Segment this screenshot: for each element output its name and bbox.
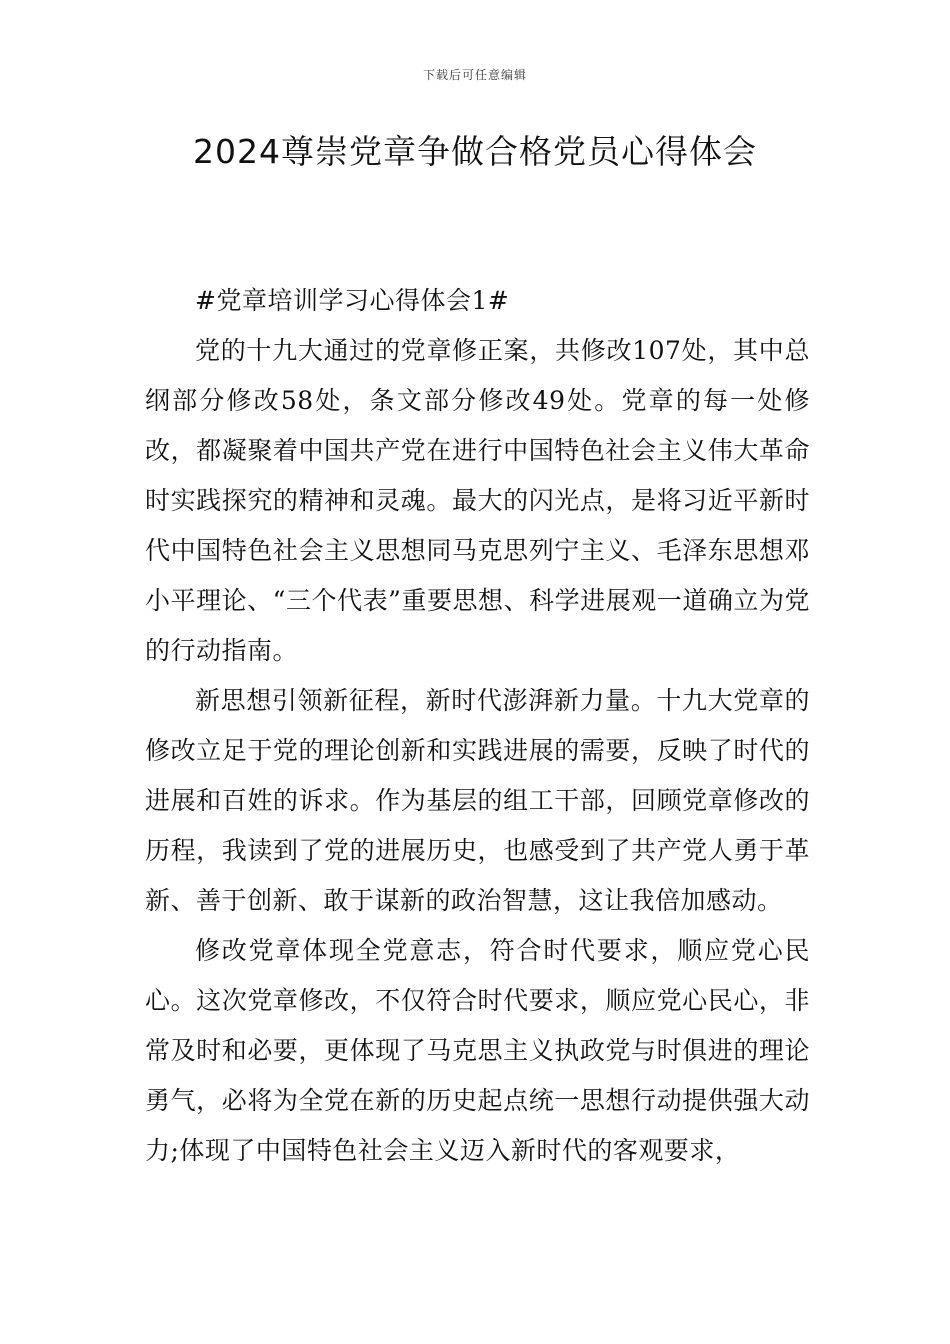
paragraph: 修改党章体现全党意志，符合时代要求，顺应党心民心。这次党章修改，不仅符合时代要求，顺应党心民心，非常及时和必要，更体现了马克思主义执政党与时俱进的理论勇气，必将为全党在新的历史起点统一思想行动提供强大动力;体现了中国特色社会主义迈入新时代的客观要求， <box>145 936 810 1165</box>
document-title: 2024尊崇党章争做合格党员心得体会 <box>193 132 757 171</box>
header-note: 下载后可任意编辑 <box>422 68 527 82</box>
document-body <box>145 276 810 1176</box>
paragraph: 党的十九大通过的党章修正案，共修改107处，其中总纲部分修改58处，条文部分修改49处。党章的每一处修改，都凝聚着中国共产党在进行中国特色社会主义伟大革命时实践探究的精神和灵魂。最大的闪光点，是将习近平新时代中国特色社会主义思想同马克思列宁主义、毛泽东思想邓小平理论、“三个代表”重要思想、科学进展观一道确立为党的行动指南。 <box>145 336 810 665</box>
paragraph-section-heading: #党章培训学习心得体会1# <box>195 286 510 315</box>
paragraph: 新思想引领新征程，新时代澎湃新力量。十九大党章的修改立足于党的理论创新和实践进展的需要，反映了时代的进展和百姓的诉求。作为基层的组工干部，回顾党章修改的历程，我读到了党的进展历史，也感受到了共产党人勇于革新、善于创新、敢于谋新的政治智慧，这让我倍加感动。 <box>145 686 810 915</box>
